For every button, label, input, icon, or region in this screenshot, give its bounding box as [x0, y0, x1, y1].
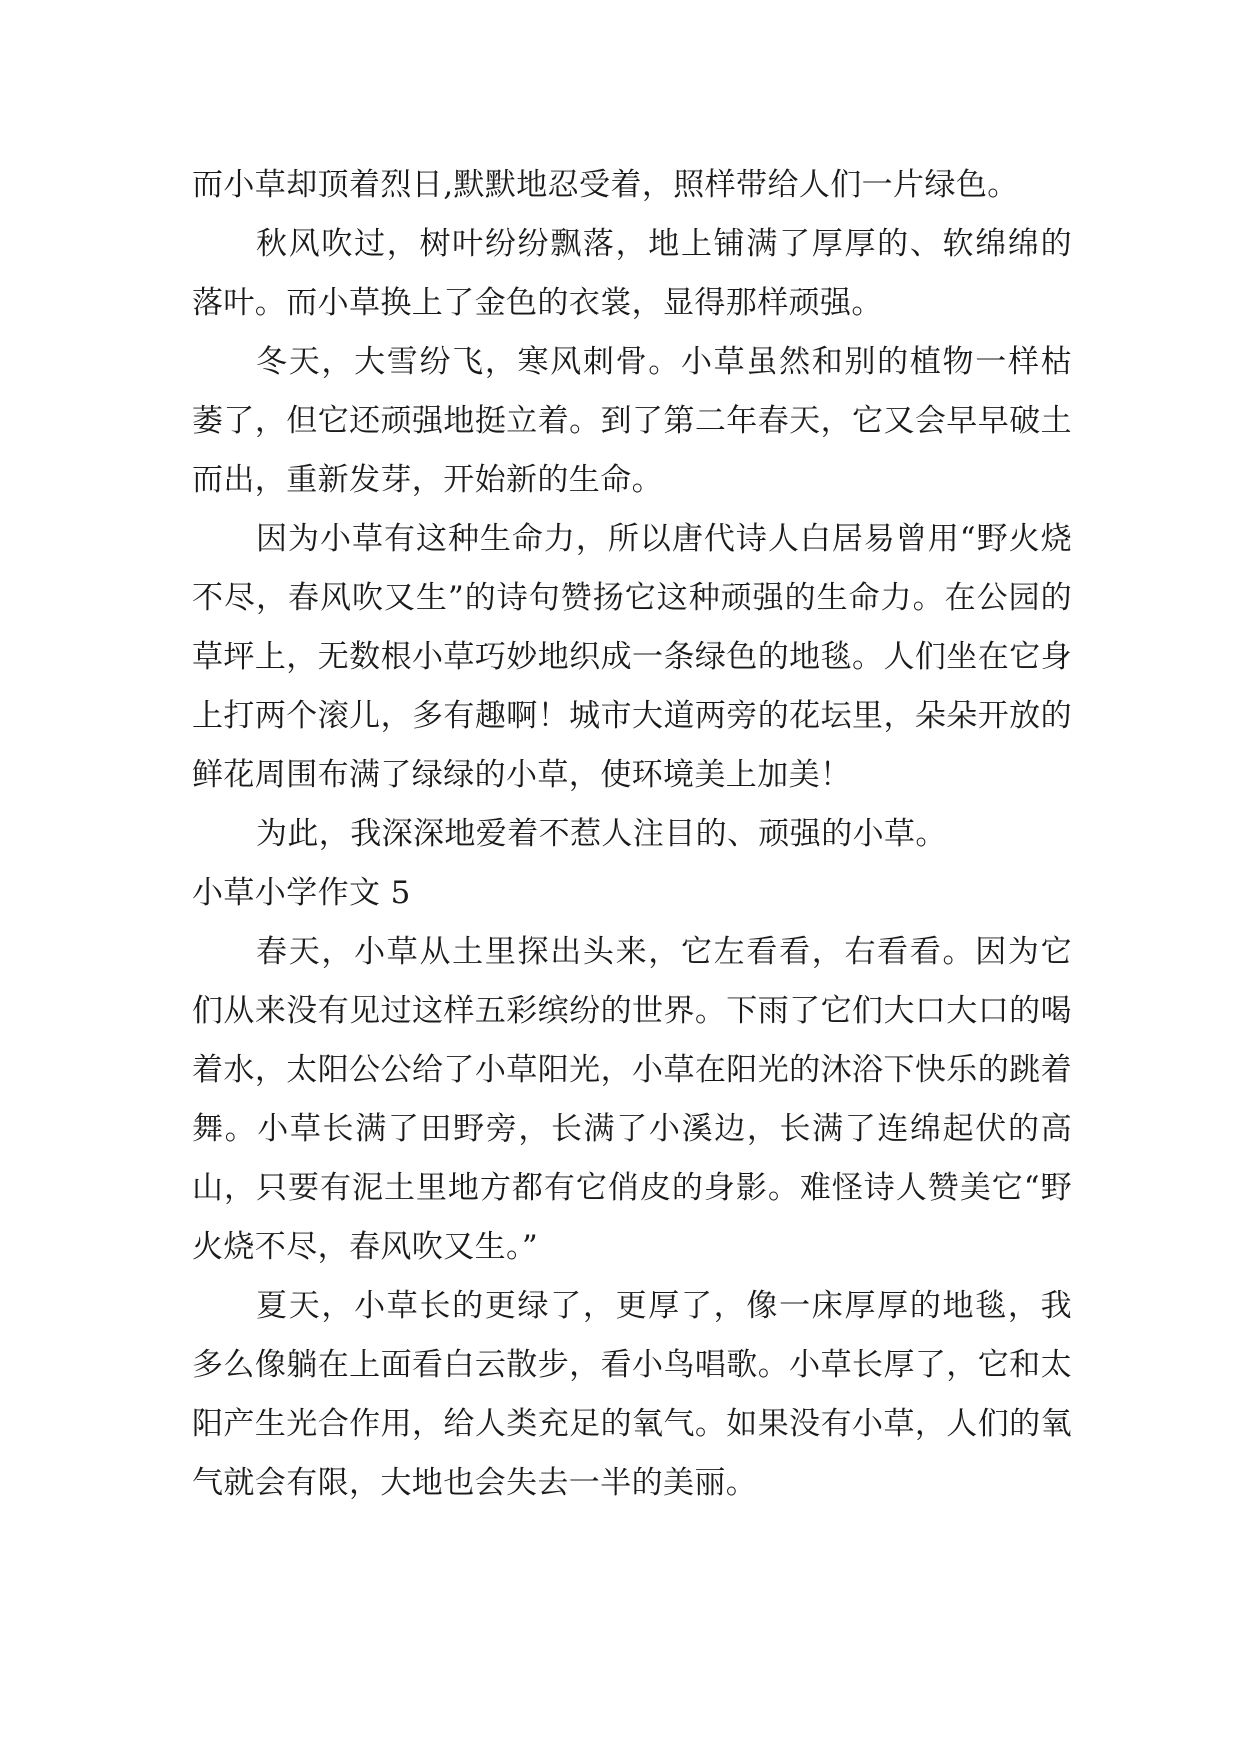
section-heading: 小草小学作文 5 — [192, 875, 411, 911]
paragraph: 春天，小草从土里探出头来，它左看看，右看看。因为它们从来没有见过这样五彩缤纷的世界。下雨了它们大口大口的喝着水，太阳公公给了小草阳光，小草在阳光的沐浴下快乐的跳着舞。小草长满了田野旁，长满了小溪边，长满了连绵起伏的高山，只要有泥土里地方都有它俏皮的身影。难怪诗人赞美它“野火烧不尽，春风吹又生。” — [192, 934, 1072, 1265]
paragraph: 秋风吹过，树叶纷纷飘落，地上铺满了厚厚的、软绵绵的落叶。而小草换上了金色的衣裳，显得那样顽强。 — [192, 226, 1072, 321]
paragraph: 而小草却顶着烈日,默默地忍受着，照样带给人们一片绿色。 — [192, 167, 1019, 203]
document-body — [192, 156, 1072, 1513]
paragraph: 为此，我深深地爱着不惹人注目的、顽强的小草。 — [256, 816, 947, 852]
paragraph: 夏天，小草长的更绿了，更厚了，像一床厚厚的地毯，我多么像躺在上面看白云散步，看小鸟唱歌。小草长厚了，它和太阳产生光合作用，给人类充足的氧气。如果没有小草，人们的氧气就会有限，大地也会失去一半的美丽。 — [192, 1288, 1072, 1501]
paragraph: 冬天，大雪纷飞，寒风刺骨。小草虽然和别的植物一样枯萎了，但它还顽强地挺立着。到了第二年春天，它又会早早破土而出，重新发芽，开始新的生命。 — [192, 344, 1072, 498]
paragraph: 因为小草有这种生命力，所以唐代诗人白居易曾用“野火烧不尽，春风吹又生”的诗句赞扬它这种顽强的生命力。在公园的草坪上，无数根小草巧妙地织成一条绿色的地毯。人们坐在它身上打两个滚儿，多有趣啊！城市大道两旁的花坛里，朵朵开放的鲜花周围布满了绿绿的小草，使环境美上加美！ — [192, 521, 1072, 793]
